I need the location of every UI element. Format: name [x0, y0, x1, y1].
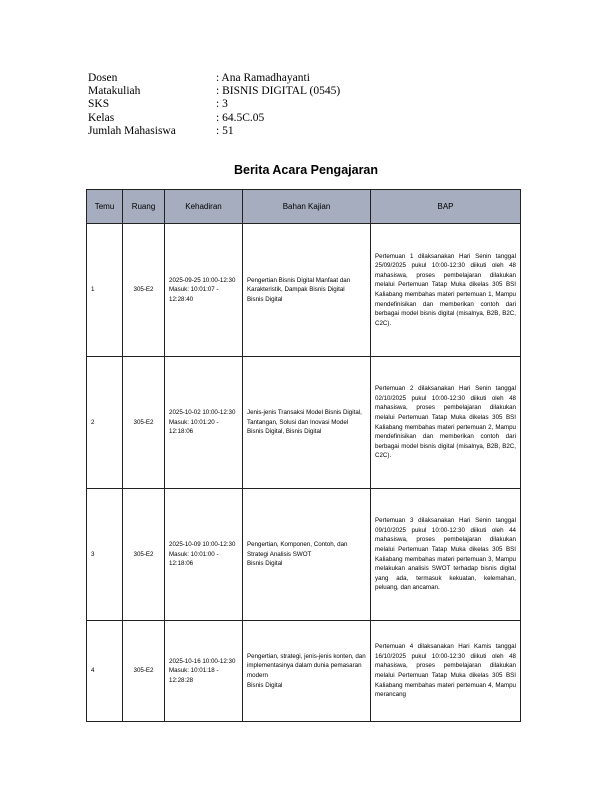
kehadiran-masuk: Masuk: 10:01:18 -: [169, 667, 219, 675]
table-row: [87, 489, 521, 621]
page-title: Berita Acara Pengajaran: [233, 163, 379, 177]
cell-bap: Pertemuan 3 dilaksanakan Hari Senin tanggal 09/10/2025 pukul 10:00-12:30 diikuti oleh 44 mahasiswa, proses pembelajaran dilakukan melalui Pertemuan Tatap Muka dikelas 305 BSI Kaliabang membahas materi pertemuan 3, Mampu melakukan analisis SWOT terhadap bisnis digital yang ada, termasuk kekuatan, kelemahan, peluang, dan ancaman.: [371, 489, 521, 621]
header-ruang: Ruang: [123, 190, 165, 224]
info-label: Jumlah Mahasiswa: [88, 124, 176, 137]
cell-bahan-kajian: [243, 357, 371, 489]
cell-ruang: 305-E2: [123, 621, 165, 722]
header-temu: Temu: [87, 190, 123, 224]
kehadiran-keluar: 12:28:28: [169, 676, 194, 684]
info-label: SKS: [88, 98, 110, 111]
info-row-matakuliah: [88, 85, 340, 98]
bahan-kajian-text: Pengertian Bisnis Digital Manfaat dan Karakteristik, Dampak Bisnis Digital: [247, 276, 351, 294]
cell-kehadiran: [165, 357, 243, 489]
cell-bahan-kajian: [243, 489, 371, 621]
header-bahan-kajian: Bahan Kajian: [243, 190, 371, 224]
kehadiran-jadwal: 2025-10-09 10:00-12:30: [169, 541, 236, 549]
cell-kehadiran: [165, 489, 243, 621]
bahan-kajian-extra: Bisnis Digital: [247, 681, 283, 689]
cell-ruang: 305-E2: [123, 489, 165, 621]
bahan-kajian-text: Jenis-jenis Transaksi Model Bisnis Digital, Tantangan, Solusi dan Inovasi Model Bisnis Digital, Bisnis Digital: [247, 409, 362, 436]
info-value: : Ana Ramadhayanti: [216, 72, 310, 84]
bahan-kajian-text: Pengertian, strategi, jenis-jenis konten, dan implementasinya dalam dunia pemasaran modern: [247, 652, 366, 679]
cell-bap: Pertemuan 1 dilaksanakan Hari Senin tanggal 25/09/2025 pukul 10:00-12:30 diikuti oleh 48 mahasiswa, proses pembelajaran dilakukan melalui Pertemuan Tatap Muka dikelas 305 BSI Kaliabang membahas materi pertemuan 1, Mampu mendefinisikan dan memberikan contoh dari berbagai model bisnis digital (misalnya, B2B, B2C, C2C).: [371, 224, 521, 357]
cell-temu: 1: [87, 224, 123, 357]
cell-temu: 3: [87, 489, 123, 621]
teaching-report-table: [86, 189, 521, 722]
cell-bahan-kajian: [243, 224, 371, 357]
info-label: Dosen: [88, 72, 118, 84]
info-value: : BISNIS DIGITAL (0545): [216, 85, 341, 98]
cell-ruang: 305-E2: [123, 357, 165, 489]
cell-ruang: 305-E2: [123, 224, 165, 357]
cell-temu: 2: [87, 357, 123, 489]
cell-kehadiran: [165, 621, 243, 722]
header-kehadiran: Kehadiran: [165, 190, 243, 224]
info-value: : 51: [216, 124, 234, 137]
cell-bahan-kajian: [243, 621, 371, 722]
header-bap: BAP: [371, 190, 521, 224]
info-row-jumlah-mahasiswa: [88, 125, 340, 138]
kehadiran-masuk: Masuk: 10:01:00 -: [169, 550, 219, 558]
kehadiran-keluar: 12:18:06: [169, 560, 194, 568]
kehadiran-jadwal: 2025-09-25 10:00-12:30: [169, 276, 236, 284]
bahan-kajian-extra: Bisnis Digital: [247, 560, 283, 568]
course-info: [88, 72, 340, 138]
info-label: Matakuliah: [88, 85, 141, 98]
bahan-kajian-extra: Bisnis Digital: [247, 295, 283, 303]
info-label: Kelas: [88, 111, 115, 124]
kehadiran-keluar: 12:28:40: [169, 295, 194, 303]
kehadiran-masuk: Masuk: 10:01:07 -: [169, 286, 219, 294]
cell-bap: Pertemuan 4 dilaksanakan Hari Kamis tanggal 16/10/2025 pukul 10:00-12:30 diikuti oleh 48 mahasiswa, proses pembelajaran dilakukan melalui Pertemuan Tatap Muka dikelas 305 BSI Kaliabang membahas materi pertemuan 4, Mampu merancang: [371, 621, 521, 722]
bahan-kajian-text: Pengertian, Komponen, Contoh, dan Strategi Analisis SWOT: [247, 541, 348, 558]
kehadiran-jadwal: 2025-10-02 10:00-12:30: [169, 409, 236, 417]
kehadiran-keluar: 12:18:06: [169, 428, 194, 436]
info-value: : 64.5C.05: [216, 111, 265, 124]
cell-temu: 4: [87, 621, 123, 722]
kehadiran-jadwal: 2025-10-16 10:00-12:30: [169, 657, 236, 665]
table-row: [87, 224, 521, 357]
info-row-sks: [88, 98, 340, 111]
table-row: [87, 357, 521, 489]
kehadiran-masuk: Masuk: 10:01:20 -: [169, 418, 219, 426]
info-value: : 3: [216, 98, 228, 111]
table-header-row: [87, 190, 521, 224]
cell-kehadiran: [165, 224, 243, 357]
info-row-kelas: [88, 112, 340, 125]
table-row: [87, 621, 521, 722]
cell-bap: Pertemuan 2 dilaksanakan Hari Senin tanggal 02/10/2025 pukul 10:00-12:30 diikuti oleh 48 mahasiswa, proses pembelajaran dilakukan melalui Pertemuan Tatap Muka dikelas 305 BSI Kaliabang membahas materi pertemuan 2, Mampu mendefinisikan dan memberikan contoh dari berbagai model bisnis digital (misalnya, B2B, B2C, C2C).: [371, 357, 521, 489]
info-row-dosen: [88, 72, 340, 85]
